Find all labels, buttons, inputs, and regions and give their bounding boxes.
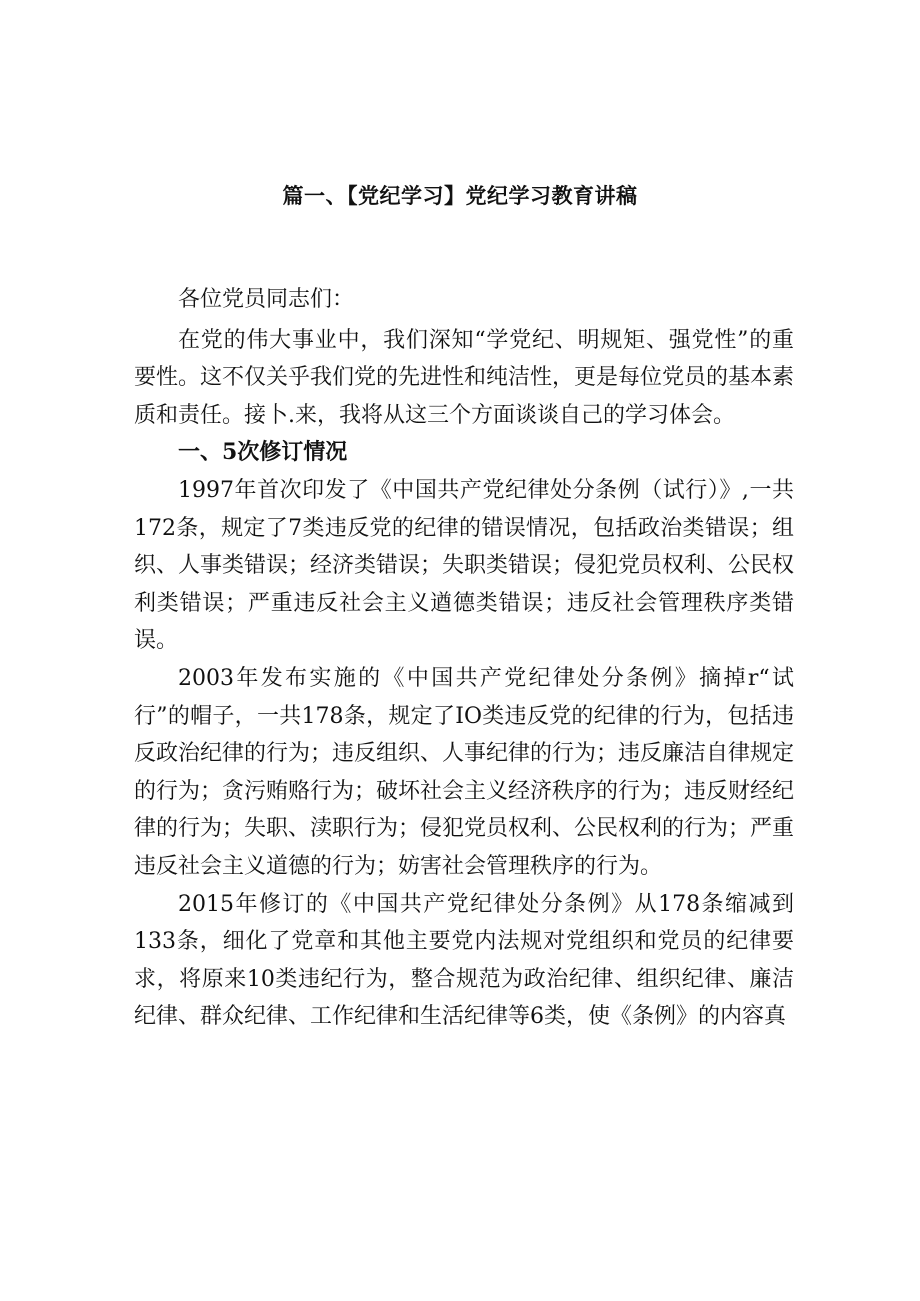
document-title: 篇一、【党纪学习】党纪学习教育讲稿 xyxy=(282,183,638,208)
section-paragraph-1997: 1997年首次印发了《中国共产党纪律处分条例（试行）》,一共172条，规定了7类违反党的纪律的错误情况，包括政治类错误；组织、人事类错误；经济类错误；失职类错误；侵犯党员权利、公民权利类错误；严重违反社会主义遒德类错误；违反社会管理秩序类错误。 xyxy=(134,477,795,654)
document-body xyxy=(134,281,794,1036)
section-paragraph-2015: 2015年修订的《中国共产党纪律处分条例》从178条缩减到133条，细化了党章和其他主要党内法规对党组织和党员的纪律要求，将原来10类违纪行为，整合规范为政治纪律、组织纪律、廉洁纪律、群众纪律、工作纪律和生活纪律等6类，使《条例》的内容真 xyxy=(134,891,794,1030)
intro-paragraph: 在党的伟大事业中，我们深知“学党纪、明规矩、强党性”的重要性。这不仅关乎我们党的先进性和纯洁性，更是每位党员的基本素质和责任。接卜.来，我将从这三个方面谈谈自己的学习体会。 xyxy=(134,327,795,428)
section-paragraph-2003: 2003年发布实施的《中国共产党纪律处分条例》摘掉r“试行”的帽子，一共178条，规定了IO类违反党的纪律的行为，包括违反政治纪律的行为；违反组织、人事纪律的行为；违反廉洁自律规定的行为；贪污贿赂行为；破坏社会主义经济秩序的行为；违反财经纪律的行为；失职、渎职行为；侵犯党员权利、公民权利的行为；严重违反社会主义道德的行为；妨害社会管理秩序的行为。 xyxy=(134,665,795,879)
section-heading: 一、5次修订情况 xyxy=(178,439,348,466)
greeting: 各位党员同志们： xyxy=(178,287,355,312)
